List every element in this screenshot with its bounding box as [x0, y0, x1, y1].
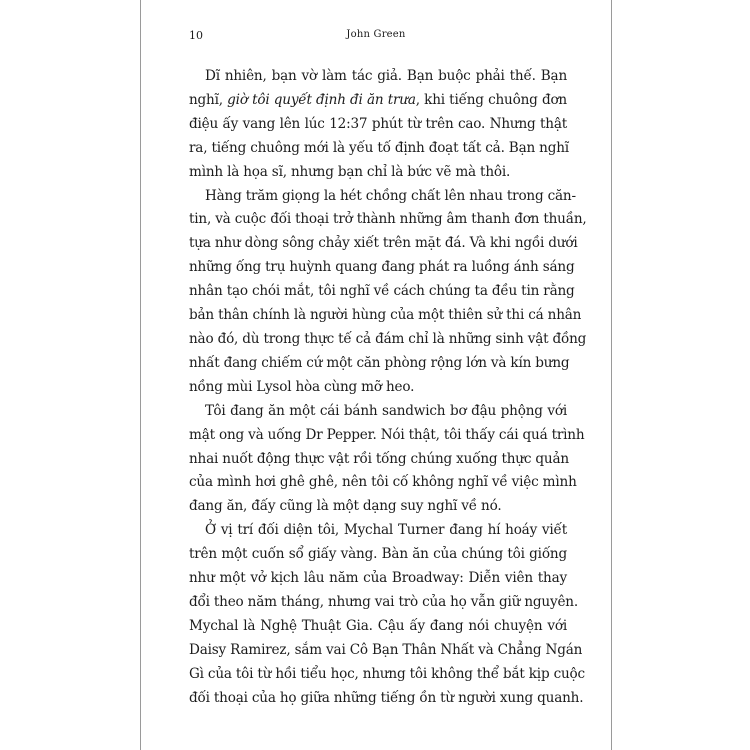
text-line: Ở vị trí đối diện tôi, Mychal Turner đang hí hoáy viết — [205, 522, 567, 539]
text-line: Tôi đang ăn một cái bánh sandwich bơ đậu phộng với — [205, 402, 567, 419]
text-line: nhất đang chiếm cứ một căn phòng rộng lớn và kín bưng — [189, 354, 570, 371]
text-line: nhân tạo chói mắt, tôi nghĩ về cách chúng ta đều tin rằng — [189, 283, 575, 300]
text-line: Gì của tôi từ hồi tiểu học, nhưng tôi không thể bắt kịp cuộc — [189, 665, 585, 682]
text-line: tựa như dòng sông chảy xiết trên mặt đá. Và khi ngồi dưới — [189, 235, 578, 252]
text-line: nồng mùi Lysol hòa cùng mỡ heo. — [189, 378, 415, 395]
text-line — [189, 89, 567, 113]
text-line: Hàng trăm giọng la hét chồng chất lên nhau trong căn- — [205, 187, 576, 204]
text-line: đối thoại của họ giữa những tiếng ồn từ người xung quanh. — [189, 689, 584, 706]
paragraph — [189, 519, 585, 710]
text-run: nghĩ, — [189, 91, 228, 108]
text-line: nhai nuốt động thực vật rồi tống chúng xuống thực quản — [189, 450, 569, 467]
paragraph — [189, 65, 567, 185]
text-line: bản thân chính là người hùng của một thiên sử thi cá nhân — [189, 307, 582, 324]
text-line: ra, tiếng chuông mới là yếu tố định đoạt tất cả. Bạn nghĩ — [189, 139, 569, 156]
text-run: , khi tiếng chuông đơn — [415, 91, 567, 108]
text-line: mật ong và uống Dr Pepper. Nói thật, tôi thấy cái quá trình — [189, 426, 585, 443]
text-line: mình là họa sĩ, nhưng bạn chỉ là bức vẽ mà thôi. — [189, 163, 511, 180]
text-line: nào đó, dù trong thực tế cả đám chỉ là những sinh vật đồng — [189, 330, 587, 347]
text-line: đang ăn, đấy cũng là một dạng suy nghĩ về nó. — [189, 498, 502, 515]
text-line: của mình hơi ghê ghê, nên tôi cố không nghĩ về việc mình — [189, 474, 577, 491]
running-head-author: John Green — [346, 29, 406, 40]
page-number: 10 — [189, 29, 203, 42]
text-line: như một vở kịch lâu năm của Broadway: Diễn viên thay — [189, 570, 567, 587]
text-line: đổi theo năm tháng, nhưng vai trò của họ vẫn giữ nguyên. — [189, 593, 578, 610]
text-line: những ống trụ huỳnh quang đang phát ra luồng ánh sáng — [189, 259, 575, 276]
body-text — [189, 65, 587, 710]
text-line: Mychal là Nghệ Thuật Gia. Cậu ấy đang nói chuyện với — [189, 617, 567, 634]
page-header — [141, 29, 611, 45]
text-line: Daisy Ramirez, sắm vai Cô Bạn Thân Nhất và Chẳng Ngán — [189, 641, 583, 658]
paragraph — [189, 185, 587, 400]
italic-text-run: giờ tôi quyết định đi ăn trưa — [227, 91, 416, 108]
paragraph — [189, 400, 585, 520]
book-page — [140, 0, 612, 750]
text-line: trên một cuốn sổ giấy vàng. Bàn ăn của chúng tôi giống — [189, 546, 567, 563]
text-line: Dĩ nhiên, bạn vờ làm tác giả. Bạn buộc phải thế. Bạn — [205, 68, 567, 84]
text-line: điệu ấy vang lên lúc 12:37 phút từ trên cao. Nhưng thật — [189, 115, 567, 132]
text-line: tin, và cuộc đối thoại trở thành những âm thanh đơn thuần, — [189, 211, 587, 228]
